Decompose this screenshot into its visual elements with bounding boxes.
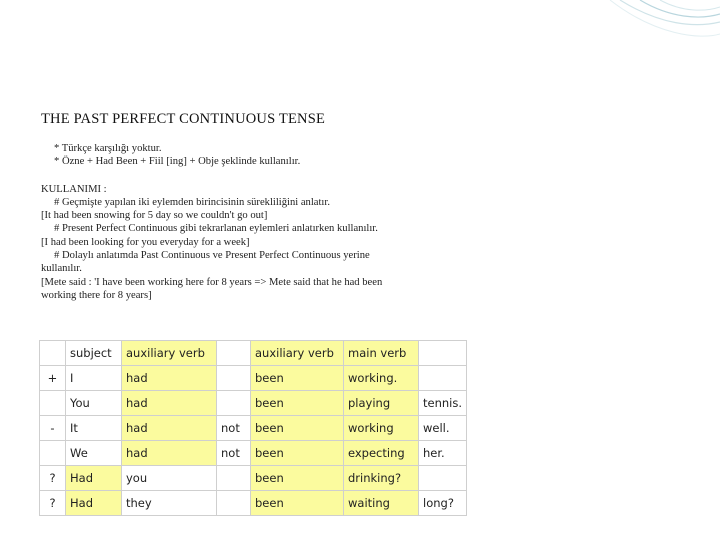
table-cell: been <box>251 366 344 391</box>
usage-example: [It had been snowing for 5 day so we couldn't go out] <box>41 210 268 222</box>
intro-line: * Özne + Had Been + Fiil [ing] + Obje şeklinde kullanılır. <box>54 156 301 168</box>
table-cell: been <box>251 491 344 516</box>
table-cell: her. <box>419 441 467 466</box>
table-cell <box>40 441 66 466</box>
table-cell: been <box>251 441 344 466</box>
usage-example: working there for 8 years] <box>41 289 152 301</box>
header-cell <box>419 341 467 366</box>
table-cell: you <box>122 466 217 491</box>
header-cell: auxiliary verb <box>251 341 344 366</box>
table-cell: playing <box>344 391 419 416</box>
table-cell: had <box>122 366 217 391</box>
table-row <box>40 491 467 516</box>
table-cell: + <box>40 366 66 391</box>
table-cell: We <box>66 441 122 466</box>
table-cell <box>419 366 467 391</box>
table-cell <box>419 466 467 491</box>
table-cell: they <box>122 491 217 516</box>
table-cell: working. <box>344 366 419 391</box>
header-cell <box>217 341 251 366</box>
table-cell: ? <box>40 466 66 491</box>
table-header-row <box>40 341 467 366</box>
header-cell <box>40 341 66 366</box>
table-row <box>40 391 467 416</box>
intro-line: * Türkçe karşılığı yoktur. <box>54 143 162 154</box>
table-cell <box>40 391 66 416</box>
table-cell: - <box>40 416 66 441</box>
table-row <box>40 441 467 466</box>
table-cell: ? <box>40 491 66 516</box>
table-cell: been <box>251 391 344 416</box>
header-cell: main verb <box>344 341 419 366</box>
table-row <box>40 466 467 491</box>
body-text <box>41 142 471 302</box>
table-cell: Had <box>66 491 122 516</box>
usage-example: [Mete said : 'I have been working here for 8 years => Mete said that he had been <box>41 276 383 288</box>
table-cell: had <box>122 391 217 416</box>
table-row <box>40 366 467 391</box>
table-cell: tennis. <box>419 391 467 416</box>
table-cell: I <box>66 366 122 391</box>
table-cell: not <box>217 416 251 441</box>
usage-example: [I had been looking for you everyday for a week] <box>41 236 250 248</box>
table-cell: It <box>66 416 122 441</box>
table-cell <box>217 491 251 516</box>
table-cell: been <box>251 466 344 491</box>
table-cell <box>217 466 251 491</box>
header-cell: auxiliary verb <box>122 341 217 366</box>
table-cell: had <box>122 441 217 466</box>
table-cell <box>217 391 251 416</box>
table-cell: not <box>217 441 251 466</box>
table-cell: well. <box>419 416 467 441</box>
table-cell: Had <box>66 466 122 491</box>
usage-line: # Present Perfect Continuous gibi tekrarlanan eylemleri anlatırken kullanılır. <box>54 223 378 235</box>
table-row <box>40 416 467 441</box>
decorative-swoosh <box>600 0 720 60</box>
usage-heading: KULLANIMI : <box>41 183 107 195</box>
usage-line: # Geçmişte yapılan iki eylemden birincisinin sürekliliğini anlatır. <box>54 196 330 208</box>
table-cell: waiting <box>344 491 419 516</box>
table-cell: You <box>66 391 122 416</box>
table-cell <box>217 366 251 391</box>
grammar-table <box>39 340 467 516</box>
page-title: THE PAST PERFECT CONTINUOUS TENSE <box>41 111 326 127</box>
table-cell: working <box>344 416 419 441</box>
table-cell: long? <box>419 491 467 516</box>
table-cell: been <box>251 416 344 441</box>
table-cell: had <box>122 416 217 441</box>
table-cell: drinking? <box>344 466 419 491</box>
usage-line: # Dolaylı anlatımda Past Continuous ve Present Perfect Continuous yerine <box>54 250 370 262</box>
usage-line: kullanılır. <box>41 263 82 275</box>
table-cell: expecting <box>344 441 419 466</box>
header-cell: subject <box>66 341 122 366</box>
